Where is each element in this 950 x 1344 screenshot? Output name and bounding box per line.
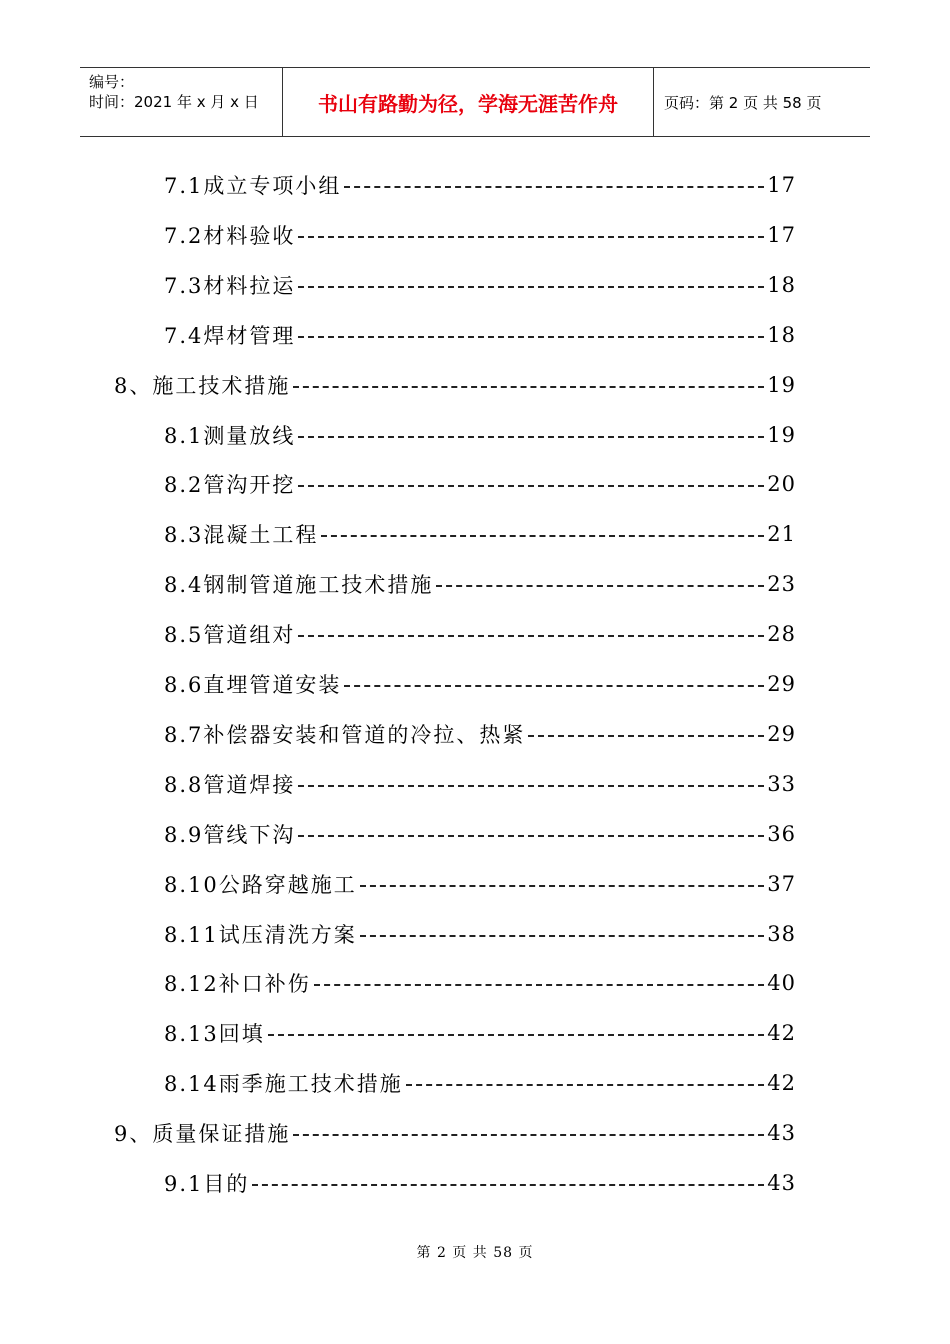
toc-entry[interactable]: [164, 809, 796, 859]
toc-entry-page-number: 18: [767, 272, 796, 297]
toc-entry[interactable]: [114, 360, 796, 410]
toc-entry[interactable]: [164, 509, 796, 559]
toc-entry-page-number: 17: [767, 222, 796, 247]
toc-entry[interactable]: [164, 260, 796, 310]
toc-entry[interactable]: [164, 958, 796, 1008]
toc-dot-leader: [298, 436, 764, 438]
toc-entry-page-number: 21: [767, 522, 796, 547]
toc-dot-leader: [344, 186, 764, 188]
toc-entry-page-number: 19: [767, 422, 796, 447]
toc-entry-title: 8.3混凝土工程: [164, 523, 319, 548]
toc-entry-page-number: 43: [767, 1121, 796, 1146]
toc-entry-title: 8.10公路穿越施工: [164, 872, 357, 897]
toc-entry-page-number: 42: [767, 1071, 796, 1096]
toc-entry-page-number: 17: [767, 173, 796, 197]
toc-dot-leader: [298, 236, 764, 238]
toc-entry-title: 9、质量保证措施: [114, 1122, 291, 1147]
document-date: 时间：2021 年 x 月 x 日: [89, 93, 259, 111]
toc-dot-leader: [293, 1134, 764, 1136]
toc-entry-title: 9.1目的: [164, 1172, 250, 1196]
toc-entry-page-number: 40: [767, 971, 796, 996]
page-footer: 第 2 页 共 58 页: [416, 1245, 534, 1261]
toc-entry-title: 8.6直埋管道安装: [164, 673, 342, 697]
header-meta: [80, 68, 282, 136]
toc-dot-leader: [321, 535, 764, 537]
toc-entry[interactable]: [164, 310, 796, 360]
toc-entry-title: 8.12补口补伤: [164, 972, 311, 997]
toc-entry[interactable]: [164, 410, 796, 460]
toc-dot-leader: [314, 984, 765, 986]
toc-entry[interactable]: [164, 1058, 796, 1108]
toc-entry-title: 7.4焊材管理: [164, 323, 296, 348]
toc-entry-page-number: 18: [767, 322, 796, 347]
toc-entry[interactable]: [114, 1108, 796, 1158]
toc-entry-page-number: 28: [767, 622, 796, 647]
toc-entry-page-number: 29: [767, 672, 796, 696]
toc-dot-leader: [298, 835, 764, 837]
toc-entry-title: 8.1测量放线: [164, 423, 296, 448]
toc-entry[interactable]: [164, 210, 796, 260]
toc-entry-title: 8.14雨季施工技术措施: [164, 1072, 403, 1097]
header-page-info: 页码：第 2 页 共 58 页: [664, 93, 822, 112]
toc-entry-page-number: 33: [767, 771, 796, 796]
toc-entry-title: 8.7补偿器安装和管道的冷拉、热紧: [164, 722, 526, 747]
toc-entry[interactable]: [164, 1158, 796, 1208]
toc-entry-title: 8.2管沟开挖: [164, 473, 296, 498]
toc-entry-title: 8.13回填: [164, 1022, 265, 1047]
toc-entry-title: 7.3材料拉运: [164, 273, 296, 298]
toc-entry[interactable]: [164, 659, 796, 709]
toc-dot-leader: [298, 485, 764, 487]
toc-entry[interactable]: [164, 609, 796, 659]
toc-dot-leader: [298, 286, 764, 288]
toc-entry-page-number: 20: [767, 472, 796, 497]
toc-entry[interactable]: [164, 709, 796, 759]
toc-entry-title: 8、施工技术措施: [114, 373, 291, 398]
toc-entry-page-number: 38: [767, 921, 796, 946]
toc-dot-leader: [268, 1034, 765, 1036]
toc-dot-leader: [344, 685, 764, 687]
toc-entry[interactable]: [164, 909, 796, 959]
toc-dot-leader: [298, 635, 764, 637]
toc-entry-title: 8.4钢制管道施工技术措施: [164, 573, 434, 598]
toc-entry-page-number: 36: [767, 821, 796, 846]
toc-entry-page-number: 37: [767, 871, 796, 896]
toc-dot-leader: [293, 386, 764, 388]
toc-entry-page-number: 29: [767, 721, 796, 746]
toc-dot-leader: [406, 1084, 765, 1086]
toc-entry-title: 7.1成立专项小组: [164, 174, 342, 198]
toc-entry[interactable]: [164, 459, 796, 509]
toc-entry[interactable]: [164, 559, 796, 609]
toc-dot-leader: [252, 1184, 764, 1186]
toc-dot-leader: [528, 735, 764, 737]
toc-entry-page-number: 19: [767, 372, 796, 397]
toc-dot-leader: [360, 885, 765, 887]
document-number-label: 编号：: [89, 73, 135, 91]
toc-entry-page-number: 43: [767, 1171, 796, 1195]
header-motto: 书山有路勤为径，学海无涯苦作舟: [282, 68, 654, 136]
toc-dot-leader: [298, 336, 764, 338]
toc-entry[interactable]: [164, 759, 796, 809]
page-header: [80, 67, 870, 137]
toc-entry-title: 8.9管线下沟: [164, 822, 296, 847]
toc-entry-page-number: 42: [767, 1021, 796, 1046]
toc-entry-title: 7.2材料验收: [164, 223, 296, 248]
toc-entry[interactable]: [164, 859, 796, 909]
toc-dot-leader: [360, 935, 765, 937]
toc-entry-title: 8.11试压清洗方案: [164, 922, 357, 947]
toc-entry-page-number: 23: [767, 572, 796, 597]
toc-entry[interactable]: [164, 160, 796, 210]
toc-dot-leader: [298, 785, 764, 787]
toc-dot-leader: [436, 585, 764, 587]
toc-entry-title: 8.5管道组对: [164, 623, 296, 648]
toc-entry[interactable]: [164, 1008, 796, 1058]
toc-entry-title: 8.8管道焊接: [164, 772, 296, 797]
